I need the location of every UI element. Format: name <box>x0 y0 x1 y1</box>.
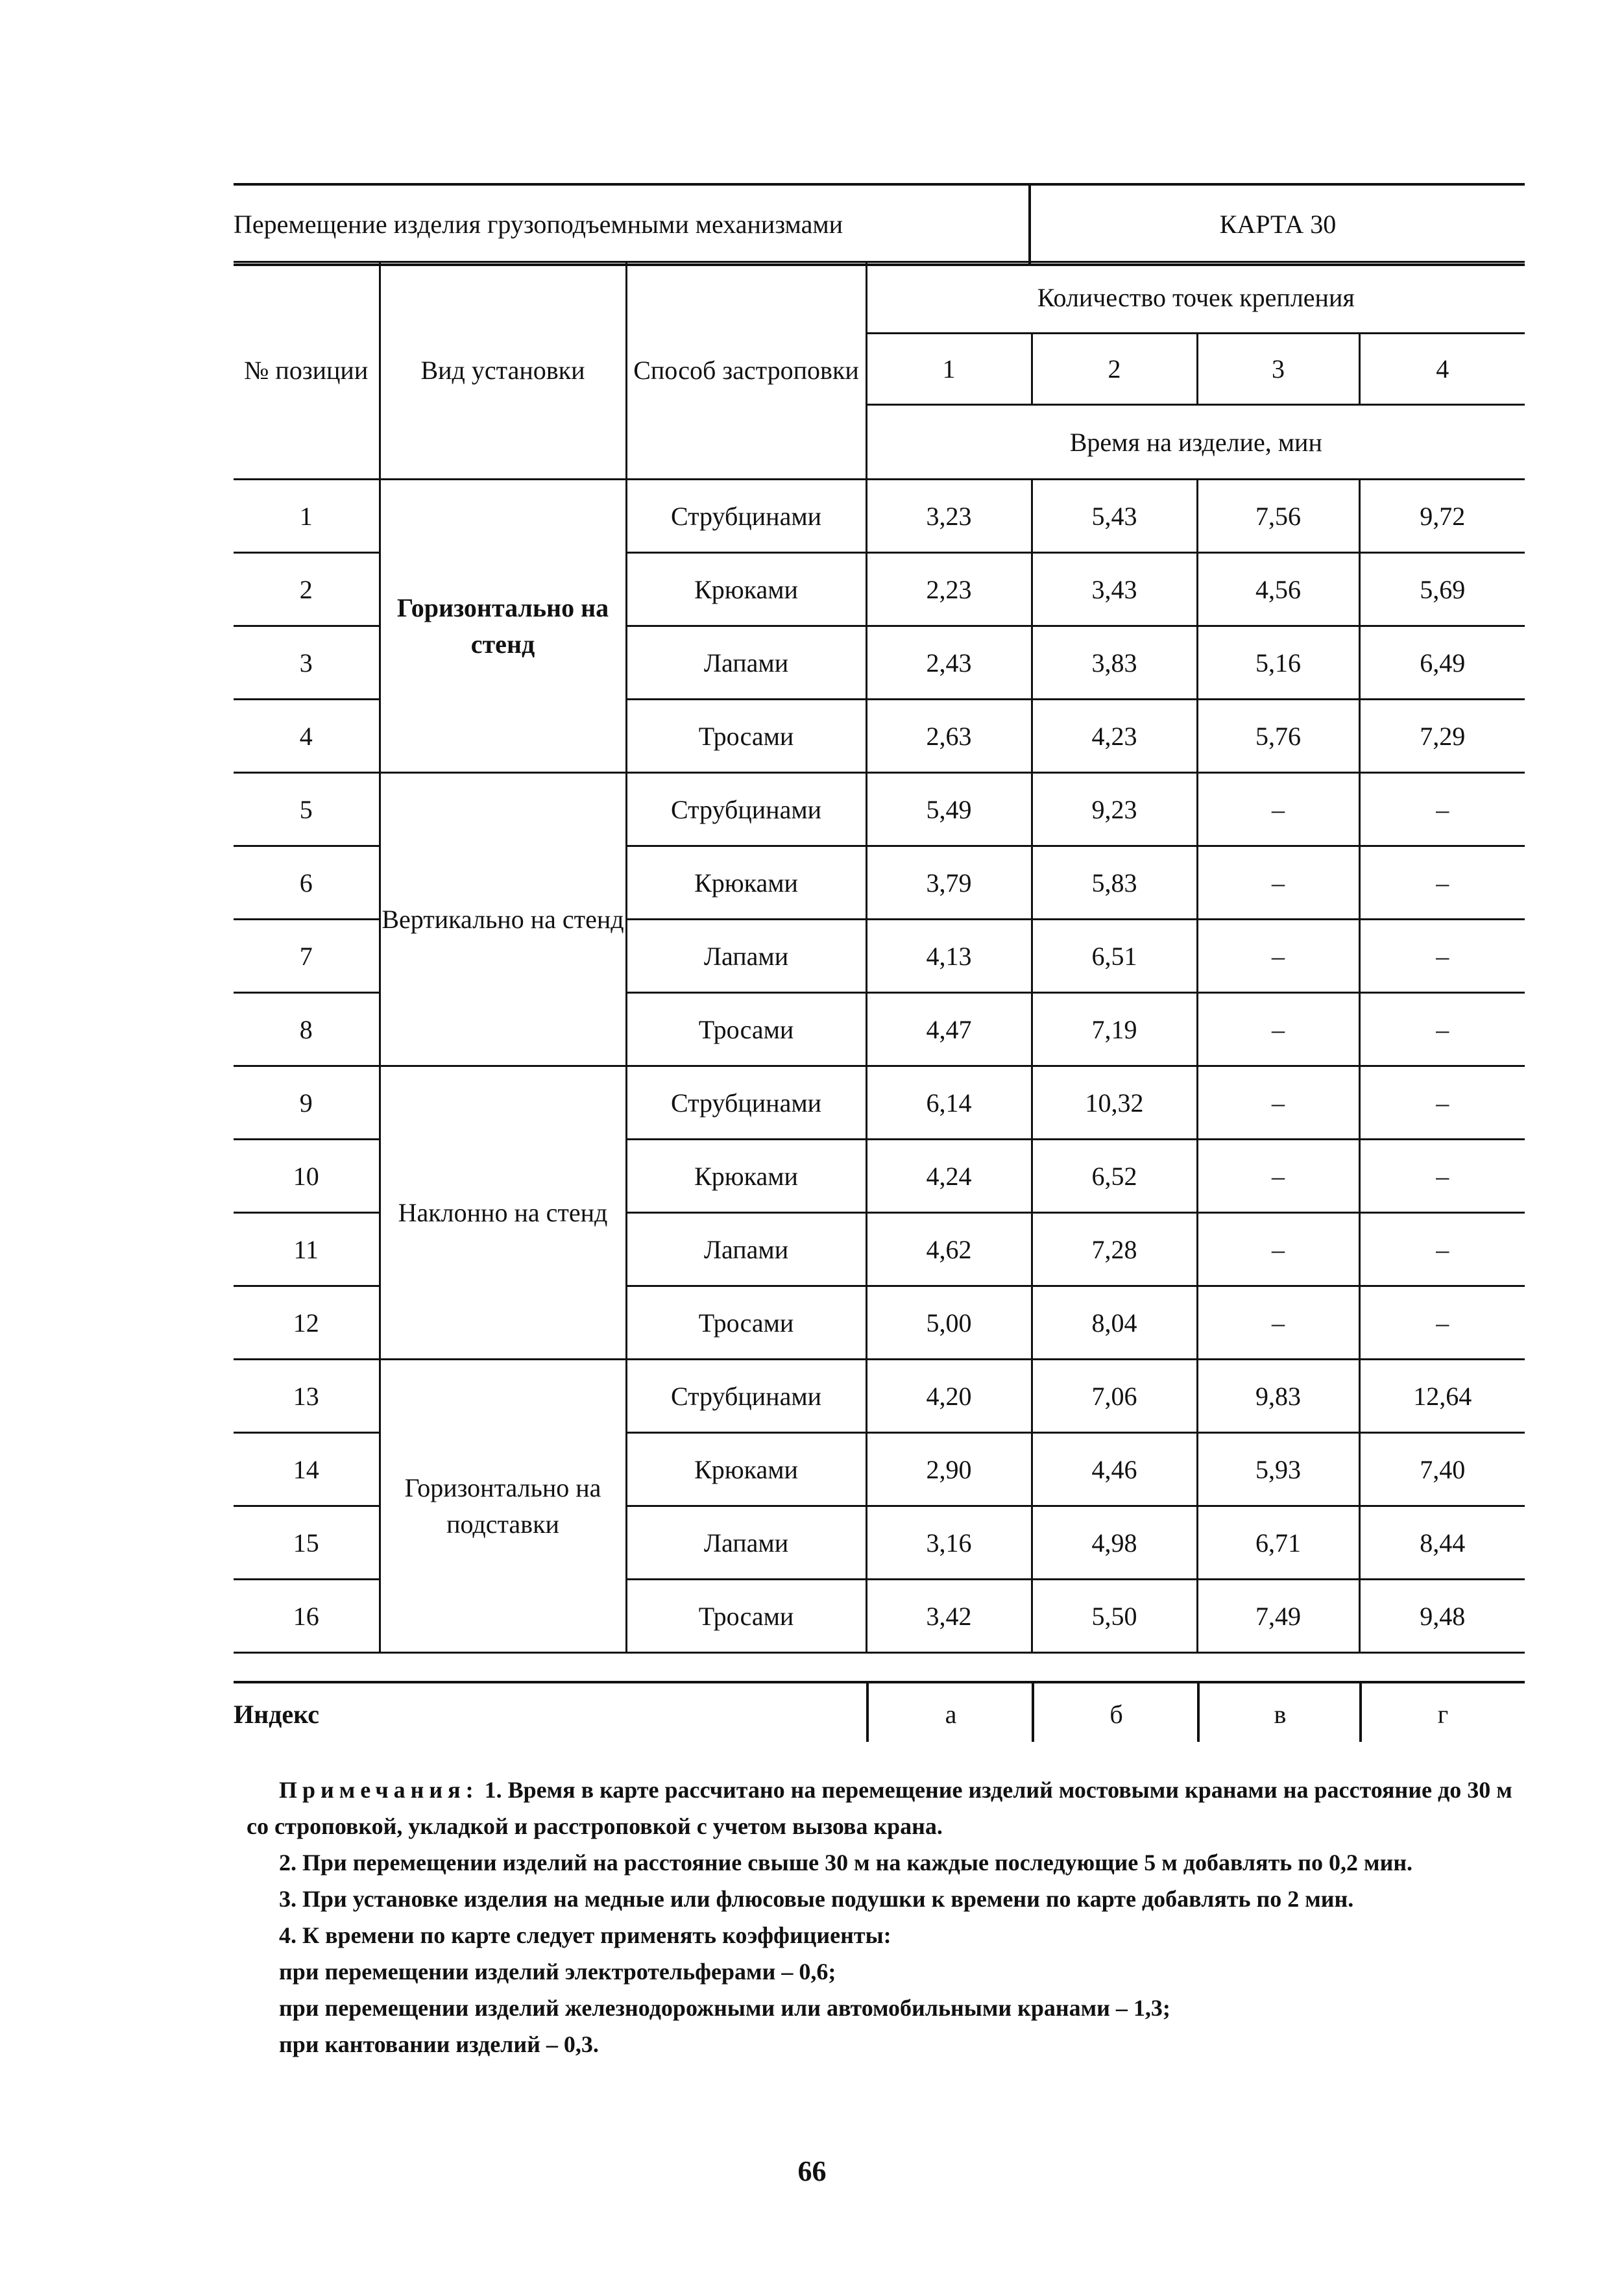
method-cell: Тросами <box>626 1286 866 1360</box>
value-cell: 10,32 <box>1032 1066 1197 1140</box>
value-cell: 2,43 <box>866 626 1032 700</box>
value-cell: 7,56 <box>1197 480 1359 553</box>
value-cell: 5,93 <box>1197 1433 1359 1506</box>
value-cell: 5,43 <box>1032 480 1197 553</box>
method-cell: Тросами <box>626 1580 866 1653</box>
points-4-header: 4 <box>1359 334 1525 405</box>
row-number: 5 <box>234 773 380 846</box>
method-cell: Лапами <box>626 1213 866 1286</box>
value-cell: 7,40 <box>1359 1433 1525 1506</box>
value-cell: 7,29 <box>1359 700 1525 773</box>
install-cell: Вертикально на стенд <box>380 773 626 1066</box>
value-cell: 4,62 <box>866 1213 1032 1286</box>
notes <box>247 1772 1531 2062</box>
value-cell: 2,23 <box>866 553 1032 626</box>
position-header: № позиции <box>234 262 380 480</box>
value-cell: 3,79 <box>866 846 1032 920</box>
value-cell: – <box>1359 846 1525 920</box>
points-header: Количество точек крепления <box>866 262 1525 334</box>
value-cell: 6,51 <box>1032 920 1197 993</box>
install-cell: Горизонтально на стенд <box>380 480 626 773</box>
value-cell: – <box>1197 1140 1359 1213</box>
row-number: 6 <box>234 846 380 920</box>
card-title: Перемещение изделия грузоподъемными механизмами <box>234 210 843 239</box>
index-letter: б <box>1109 1700 1123 1729</box>
value-cell: 9,72 <box>1359 480 1525 553</box>
value-cell: 4,56 <box>1197 553 1359 626</box>
value-cell: 6,14 <box>866 1066 1032 1140</box>
time-header: Время на изделие, мин <box>866 405 1525 480</box>
coef-1: при перемещении изделий электротельферами – 0,6; <box>279 1959 836 1985</box>
value-cell: 7,06 <box>1032 1360 1197 1433</box>
value-cell: 9,83 <box>1197 1360 1359 1433</box>
value-cell: 4,23 <box>1032 700 1197 773</box>
value-cell: 2,63 <box>866 700 1032 773</box>
method-cell: Лапами <box>626 626 866 700</box>
method-cell: Крюками <box>626 553 866 626</box>
note-3: 3. При установке изделия на медные или флюсовые подушки к времени по карте добавлять по 2 мин. <box>279 1886 1354 1912</box>
table-row <box>234 773 1525 846</box>
value-cell: 4,46 <box>1032 1433 1197 1506</box>
value-cell: 3,42 <box>866 1580 1032 1653</box>
value-cell: 5,76 <box>1197 700 1359 773</box>
value-cell: – <box>1359 1286 1525 1360</box>
value-cell: 5,50 <box>1032 1580 1197 1653</box>
value-cell: 3,83 <box>1032 626 1197 700</box>
value-cell: – <box>1197 993 1359 1066</box>
row-number: 8 <box>234 993 380 1066</box>
row-number: 3 <box>234 626 380 700</box>
method-cell: Крюками <box>626 1140 866 1213</box>
value-cell: 8,04 <box>1032 1286 1197 1360</box>
value-cell: 2,90 <box>866 1433 1032 1506</box>
value-cell: – <box>1197 846 1359 920</box>
method-cell: Тросами <box>626 700 866 773</box>
index-letter: в <box>1274 1700 1287 1729</box>
method-cell: Тросами <box>626 993 866 1066</box>
value-cell: 5,00 <box>866 1286 1032 1360</box>
value-cell: 4,20 <box>866 1360 1032 1433</box>
points-3-header: 3 <box>1197 334 1359 405</box>
note-2: 2. При перемещении изделий на расстояние свыше 30 м на каждые последующие 5 м добавлять по 0,2 мин. <box>279 1850 1413 1876</box>
value-cell: 6,49 <box>1359 626 1525 700</box>
value-cell: 4,13 <box>866 920 1032 993</box>
install-cell: Горизонтально на подставки <box>380 1360 626 1653</box>
card-number: КАРТА 30 <box>1219 210 1337 239</box>
row-number: 1 <box>234 480 380 553</box>
coef-2: при перемещении изделий железнодорожными или автомобильными кранами – 1,3; <box>279 1995 1170 2021</box>
value-cell: 5,69 <box>1359 553 1525 626</box>
method-cell: Лапами <box>626 920 866 993</box>
value-cell: 5,49 <box>866 773 1032 846</box>
value-cell: – <box>1197 1066 1359 1140</box>
value-cell: 4,47 <box>866 993 1032 1066</box>
value-cell: 4,98 <box>1032 1506 1197 1580</box>
value-cell: 3,43 <box>1032 553 1197 626</box>
coef-3: при кантовании изделий – 0,3. <box>279 2031 599 2057</box>
row-number: 16 <box>234 1580 380 1653</box>
norms-table <box>234 261 1525 1654</box>
value-cell: – <box>1197 1213 1359 1286</box>
value-cell: 9,48 <box>1359 1580 1525 1653</box>
value-cell: 7,49 <box>1197 1580 1359 1653</box>
method-cell: Струбцинами <box>626 1360 866 1433</box>
row-number: 4 <box>234 700 380 773</box>
table-row <box>234 1066 1525 1140</box>
row-number: 14 <box>234 1433 380 1506</box>
row-number: 12 <box>234 1286 380 1360</box>
value-cell: 9,23 <box>1032 773 1197 846</box>
install-header: Вид установки <box>380 262 626 480</box>
value-cell: 7,28 <box>1032 1213 1197 1286</box>
value-cell: 3,23 <box>866 480 1032 553</box>
index-label: Индекс <box>234 1700 319 1729</box>
value-cell: – <box>1359 1140 1525 1213</box>
method-header: Способ застроповки <box>626 262 866 480</box>
note-1 <box>247 1772 1531 1844</box>
row-number: 13 <box>234 1360 380 1433</box>
value-cell: – <box>1359 773 1525 846</box>
method-cell: Струбцинами <box>626 773 866 846</box>
value-cell: 4,24 <box>866 1140 1032 1213</box>
row-number: 2 <box>234 553 380 626</box>
method-cell: Лапами <box>626 1506 866 1580</box>
table-row <box>234 480 1525 553</box>
method-cell: Крюками <box>626 1433 866 1506</box>
row-number: 11 <box>234 1213 380 1286</box>
value-cell: 5,83 <box>1032 846 1197 920</box>
row-number: 10 <box>234 1140 380 1213</box>
row-number: 15 <box>234 1506 380 1580</box>
points-1-header: 1 <box>866 334 1032 405</box>
note-4: 4. К времени по карте следует применять коэффициенты: <box>279 1922 891 1948</box>
install-cell: Наклонно на стенд <box>380 1066 626 1360</box>
card-header <box>234 183 1525 266</box>
page-number: 66 <box>797 2155 827 2187</box>
value-cell: – <box>1359 993 1525 1066</box>
row-number: 7 <box>234 920 380 993</box>
value-cell: – <box>1359 1213 1525 1286</box>
value-cell: 12,64 <box>1359 1360 1525 1433</box>
value-cell: 6,52 <box>1032 1140 1197 1213</box>
method-cell: Крюками <box>626 846 866 920</box>
notes-heading: Примечания: <box>279 1777 479 1803</box>
value-cell: 8,44 <box>1359 1506 1525 1580</box>
value-cell: – <box>1197 773 1359 846</box>
value-cell: – <box>1197 1286 1359 1360</box>
index-letter: г <box>1437 1700 1449 1729</box>
value-cell: 6,71 <box>1197 1506 1359 1580</box>
index-row <box>234 1681 1525 1742</box>
row-number: 9 <box>234 1066 380 1140</box>
index-letter: а <box>945 1700 957 1729</box>
method-cell: Струбцинами <box>626 1066 866 1140</box>
note-1-text: 1. Время в карте рассчитано на перемещение изделий мостовыми кранами на расстояние до 30 м со строповкой, укладкой и расстроповкой с учетом вызова крана. <box>247 1777 1512 1839</box>
table-row <box>234 1360 1525 1433</box>
points-2-header: 2 <box>1032 334 1197 405</box>
method-cell: Струбцинами <box>626 480 866 553</box>
value-cell: 7,19 <box>1032 993 1197 1066</box>
value-cell: 5,16 <box>1197 626 1359 700</box>
value-cell: – <box>1197 920 1359 993</box>
value-cell: – <box>1359 920 1525 993</box>
value-cell: 3,16 <box>866 1506 1032 1580</box>
value-cell: – <box>1359 1066 1525 1140</box>
